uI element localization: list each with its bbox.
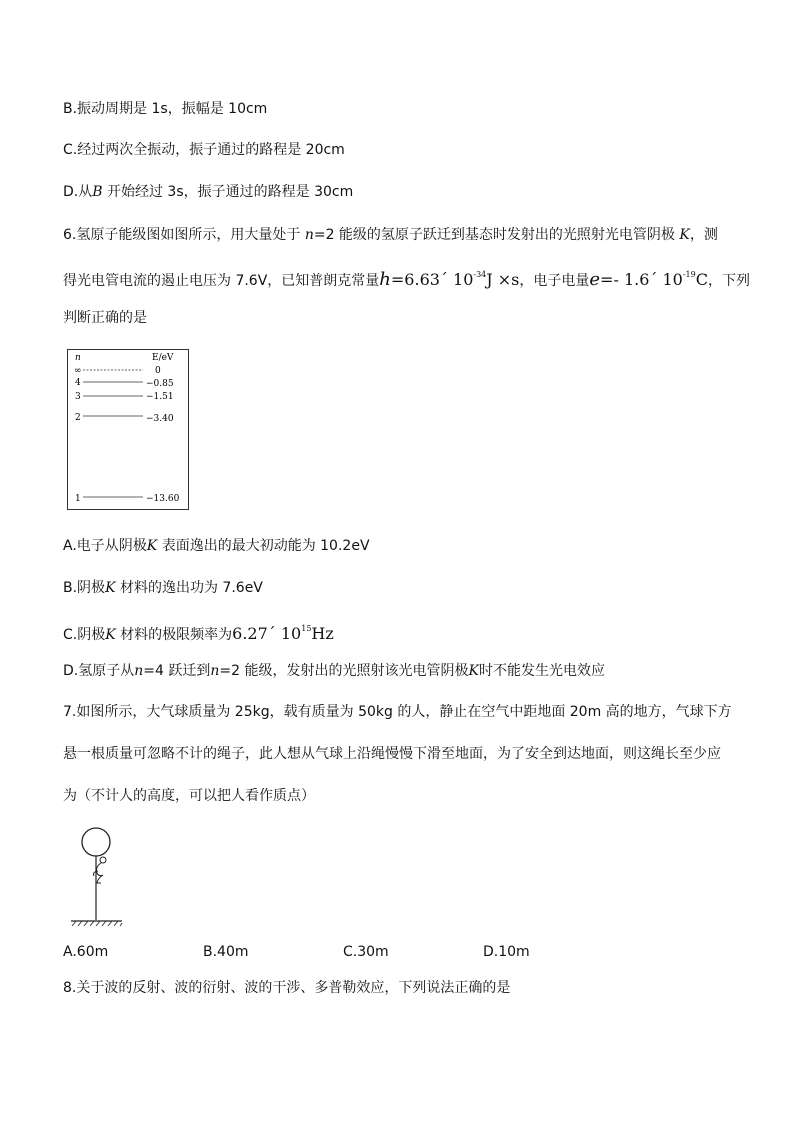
q6-option-d <box>63 661 605 681</box>
diagram-frame <box>68 350 189 510</box>
variable-k: K <box>105 627 116 643</box>
text-fragment: =2 能级，发射出的光照射该光电管阴极 <box>219 663 469 679</box>
text-fragment: ，下列 <box>707 273 750 289</box>
q8-stem-line-1: 8.关于波的反射、波的衍射、波的干涉、多普勒效应，下列说法正确的是 <box>63 980 511 996</box>
diagram-n-label: n <box>75 353 81 363</box>
planck-constant <box>379 270 519 289</box>
unit: C <box>695 270 708 289</box>
value: =- 1.6´ 10 <box>600 270 683 289</box>
exponent: 15 <box>301 624 312 633</box>
variable-k: K <box>679 227 690 243</box>
electron-charge <box>589 270 708 289</box>
variable-k: K <box>105 580 116 596</box>
q6-stem-line-1 <box>63 225 718 245</box>
level-1-energy: −13.60 <box>146 494 180 504</box>
q5-option-c: C.经过两次全振动，振子通过的路程是 20cm <box>63 142 345 158</box>
q6-stem-line-3: 判断正确的是 <box>63 310 147 326</box>
threshold-frequency <box>232 624 334 643</box>
level-inf-energy: 0 <box>155 366 161 376</box>
text-fragment: 6.氢原子能级图如图所示，用大量处于 <box>63 227 301 243</box>
text-fragment: 时不能发生光电效应 <box>478 663 605 679</box>
variable-n: n <box>134 663 144 679</box>
exponent: -34 <box>473 270 487 279</box>
energy-level-diagram <box>67 349 189 510</box>
balloon-figure <box>68 825 128 929</box>
q6-option-b <box>63 578 263 598</box>
text-fragment: 材料的极限频率为 <box>120 627 233 643</box>
q7-stem-line-1: 7.如图所示，大气球质量为 25kg，载有质量为 50kg 的人，静止在空气中距地面 20m 高的地方，气球下方 <box>63 704 732 720</box>
q7-option-c[interactable]: C.30m <box>343 944 389 960</box>
variable-n: n <box>304 227 314 243</box>
variable-k: K <box>146 538 158 554</box>
level-2-energy: −3.40 <box>146 414 174 424</box>
unit: J ×s <box>486 270 520 289</box>
unit: Hz <box>311 624 334 643</box>
q5-option-b: B.振动周期是 1s，振幅是 10cm <box>63 101 268 117</box>
text-fragment: D.氢原子从 <box>63 663 135 679</box>
level-4-n: 4 <box>75 378 81 388</box>
level-4-energy: −0.85 <box>146 379 174 389</box>
q7-stem-line-3: 为（不计人的高度，可以把人看作质点） <box>63 788 315 804</box>
q7-option-d[interactable]: D.10m <box>483 944 530 960</box>
text-fragment: =4 跃迁到 <box>143 663 211 679</box>
text-fragment: ，电子电量 <box>519 273 590 289</box>
text-fragment: 得光电管电流的遏止电压为 7.6V，已知普朗克常量 <box>63 273 380 289</box>
exponent: -19 <box>682 270 696 279</box>
variable-n: n <box>210 663 220 679</box>
text-fragment: 表面逸出的最大初动能为 10.2eV <box>161 538 370 554</box>
level-3-energy: −1.51 <box>146 392 174 402</box>
variable-k: K <box>468 663 479 679</box>
value: 6.27´ 10 <box>232 624 302 643</box>
text-fragment: D.从 <box>63 184 93 200</box>
text-fragment: 开始经过 3s，振子通过的路程是 30cm <box>106 184 354 200</box>
level-inf-n: ∞ <box>74 366 82 376</box>
q7-option-b[interactable]: B.40m <box>203 944 249 960</box>
text-fragment: ，测 <box>689 227 718 243</box>
q5-option-d <box>63 182 353 202</box>
diagram-energy-label: E/eV <box>152 353 174 363</box>
text-fragment: B.阴极 <box>63 580 106 596</box>
ground-hatching <box>72 921 122 926</box>
q6-option-a <box>63 536 370 556</box>
text-fragment: 材料的逸出功为 7.6eV <box>119 580 263 596</box>
variable-h: h <box>379 269 391 290</box>
variable-b: B <box>92 184 103 200</box>
level-1-n: 1 <box>75 494 81 504</box>
q7-options <box>63 942 543 962</box>
level-3-n: 3 <box>75 392 81 402</box>
balloon-icon <box>82 828 110 856</box>
q7-option-a[interactable]: A.60m <box>63 944 109 960</box>
q6-option-c <box>63 619 334 645</box>
variable-e: e <box>589 269 601 290</box>
q7-stem-line-2: 悬一根质量可忽略不计的绳子，此人想从气球上沿绳慢慢下滑至地面，为了安全到达地面，则这绳长至少应 <box>63 746 721 762</box>
text-fragment: A.电子从阴极 <box>63 538 147 554</box>
value: =6.63´ 10 <box>390 270 474 289</box>
text-fragment: =2 能级的氢原子跃迁到基态时发射出的光照射光电管阴极 <box>313 227 675 243</box>
person-icon <box>94 857 107 883</box>
text-fragment: C.阴极 <box>63 627 106 643</box>
q6-stem-line-2 <box>63 265 750 291</box>
level-2-n: 2 <box>75 413 81 423</box>
